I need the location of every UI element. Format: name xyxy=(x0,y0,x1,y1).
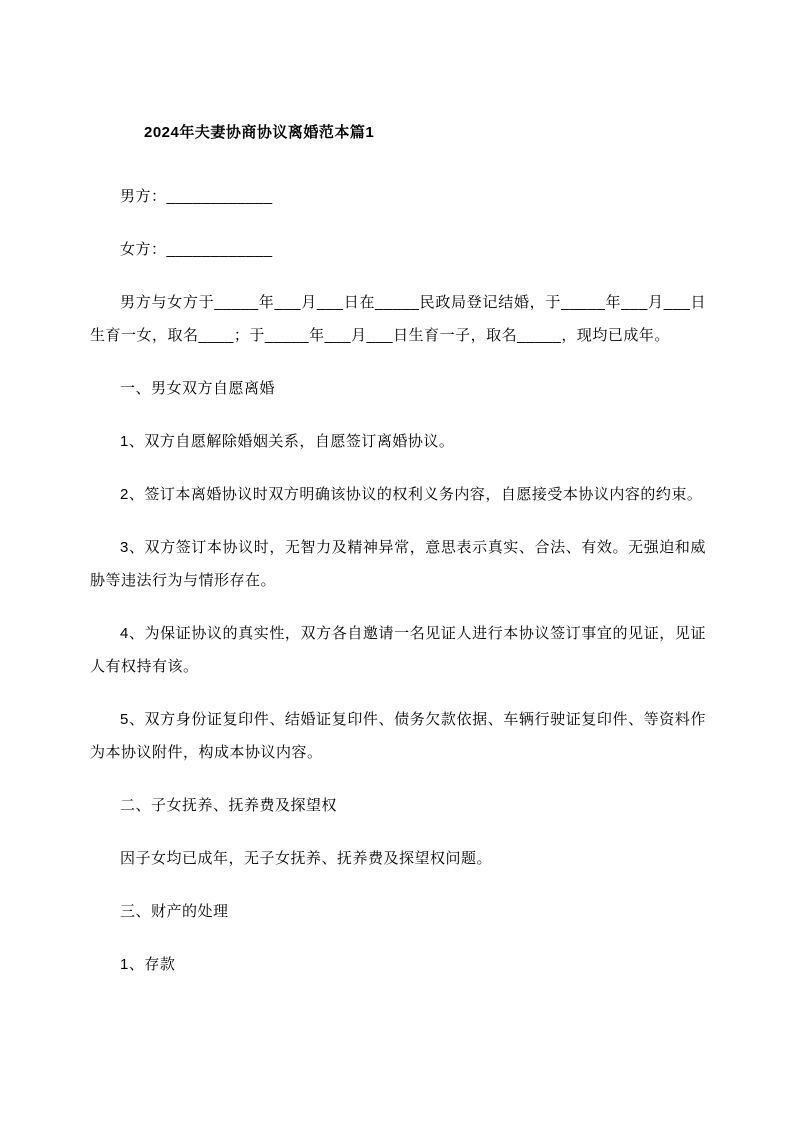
paragraph-husband-line: 男方：____________ xyxy=(120,188,273,205)
paragraph-section-2-heading: 二、子女抚养、抚养费及探望权 xyxy=(120,797,338,814)
paragraph-item-5: 5、双方身份证复印件、结婚证复印件、债务欠款依据、车辆行驶证复印件、等资料作为本协议附件，构成本协议内容。 xyxy=(90,711,706,761)
paragraph-section-3-item-1: 1、存款 xyxy=(120,956,176,973)
paragraph-item-3: 3、双方签订本协议时，无智力及精神异常，意思表示真实、合法、有效。无强迫和威胁等违法行为与情形存在。 xyxy=(90,539,706,589)
paragraph-section-2-body: 因子女均已成年，无子女抚养、抚养费及探望权问题。 xyxy=(120,850,493,867)
paragraph-section-1-heading: 一、男女双方自愿离婚 xyxy=(120,380,276,397)
paragraph-marriage-info: 男方与女方于_____年___月___日在_____民政局登记结婚，于_____年___月___日生育一女，取名____；于_____年___月___日生育一子，取名_____，现均已成年。 xyxy=(90,294,706,344)
document-title: 2024年夫妻协商协议离婚范本篇1 xyxy=(144,124,375,141)
paragraph-item-2: 2、签订本离婚协议时双方明确该协议的权利义务内容，自愿接受本协议内容的约束。 xyxy=(120,486,703,503)
paragraph-item-1: 1、双方自愿解除婚姻关系，自愿签订离婚协议。 xyxy=(120,433,455,450)
document-content xyxy=(90,122,706,1001)
paragraph-item-4: 4、为保证协议的真实性，双方各自邀请一名见证人进行本协议签订事宜的见证，见证人有权持有该。 xyxy=(90,625,706,675)
paragraph-section-3-heading: 三、财产的处理 xyxy=(120,903,229,920)
paragraph-wife-line: 女方：____________ xyxy=(120,241,273,258)
